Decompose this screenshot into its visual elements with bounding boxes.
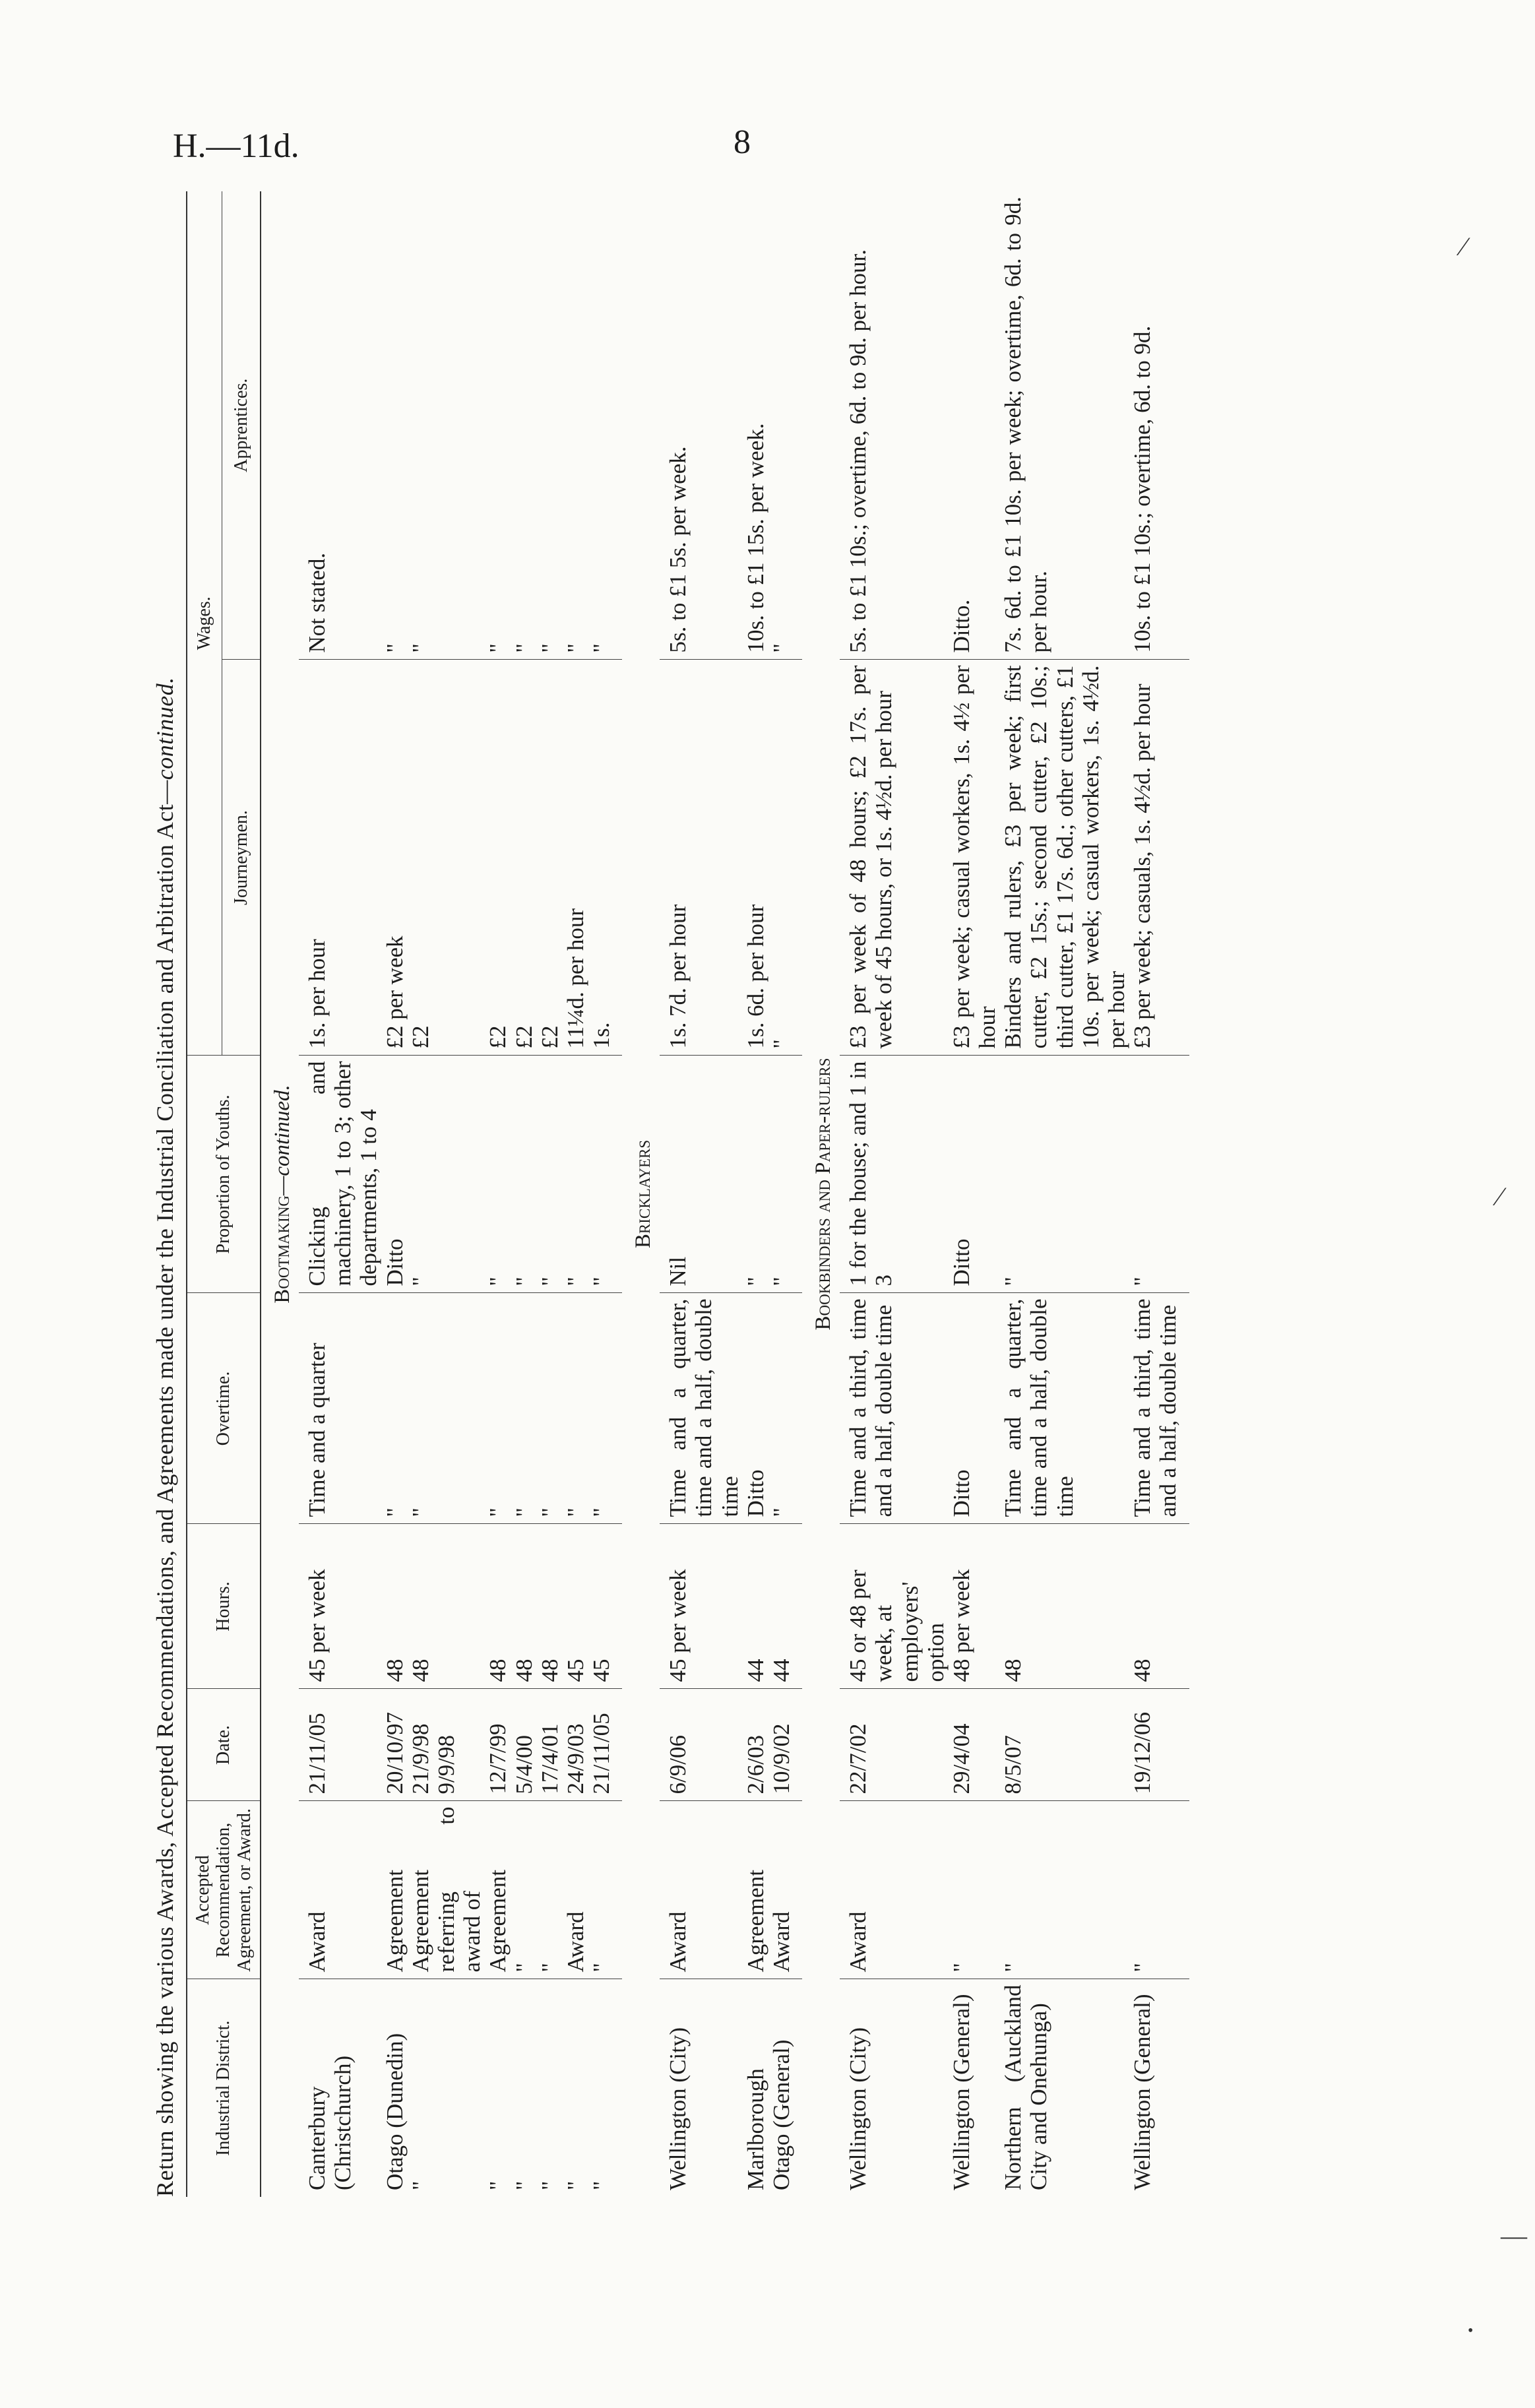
cell-apprentices: " xyxy=(382,191,408,660)
cell-overtime: Time and a quarter, time and a half, double time xyxy=(660,1293,743,1524)
section-heading xyxy=(802,191,840,2197)
cell-youths: Clicking and machinery, 1 to 3; other departments, 1 to 4 xyxy=(299,1056,382,1293)
cell-overtime: " xyxy=(588,1293,622,1524)
scan-mark: ⁄ xyxy=(1497,1182,1502,1211)
table-row xyxy=(485,191,511,2197)
cell-date: 6/9/06 xyxy=(660,1689,743,1801)
table-row xyxy=(1129,191,1189,2197)
cell-overtime: " xyxy=(408,1293,486,1524)
cell-date: 20/10/97 xyxy=(382,1689,408,1801)
table-body xyxy=(261,191,1189,2197)
cell-accepted: Agreement xyxy=(485,1801,511,1979)
cell-apprentices: " xyxy=(588,191,622,660)
table-row xyxy=(563,191,588,2197)
cell-date: 10/9/02 xyxy=(768,1689,802,1801)
cell-apprentices: Not stated. xyxy=(299,191,382,660)
cell-youths: " xyxy=(588,1056,622,1293)
cell-youths: " xyxy=(485,1056,511,1293)
cell-youths: Nil xyxy=(660,1056,743,1293)
cell-hours: 48 per week xyxy=(949,1524,1000,1689)
cell-hours: 48 xyxy=(1129,1524,1189,1689)
cell-hours: 45 xyxy=(588,1524,622,1689)
return-title-continued: continued. xyxy=(152,677,178,780)
section-heading-row xyxy=(261,191,299,2197)
cell-hours: 48 xyxy=(511,1524,537,1689)
cell-journeymen: 1s. 7d. per hour xyxy=(660,660,743,1056)
cell-apprentices: 5s. to £1 5s. per week. xyxy=(660,191,743,660)
cell-overtime: " xyxy=(537,1293,563,1524)
header-apprentices: Apprentices. xyxy=(222,191,261,660)
cell-journeymen: £2 xyxy=(537,660,563,1056)
cell-accepted: Award xyxy=(768,1801,802,1979)
cell-apprentices: 7s. 6d. to £1 10s. per week; overtime, 6d. to 9d. per hour. xyxy=(1000,191,1129,660)
cell-youths: " xyxy=(1129,1056,1189,1293)
header-hours: Hours. xyxy=(187,1524,261,1689)
cell-overtime: Time and a quarter xyxy=(299,1293,382,1524)
cell-date: 29/4/04 xyxy=(949,1689,1000,1801)
cell-hours: 48 xyxy=(1000,1524,1129,1689)
cell-accepted: Award xyxy=(563,1801,588,1979)
cell-journeymen: £2 xyxy=(408,660,486,1056)
cell-hours: 45 per week xyxy=(299,1524,382,1689)
cell-date: 21/11/05 xyxy=(299,1689,382,1801)
cell-district: " xyxy=(562,2180,588,2190)
cell-date: 21/9/98 9/9/98 xyxy=(408,1689,486,1801)
cell-journeymen: £3 per week of 48 hours; £2 17s. per week of 45 hours, or 1s. 4½d. per hour xyxy=(840,660,949,1056)
header-accepted: Accepted Recommendation, Agreement, or Award. xyxy=(187,1801,261,1979)
section-heading-row xyxy=(622,191,660,2197)
cell-apprentices: 10s. to £1 10s.; overtime, 6d. to 9d. xyxy=(1129,191,1189,660)
scan-mark: • xyxy=(1468,2322,1474,2339)
cell-district: Wellington (City) xyxy=(665,2027,691,2190)
awards-table xyxy=(186,191,1189,2197)
cell-overtime: Ditto xyxy=(949,1293,1000,1524)
cell-hours: 48 xyxy=(382,1524,408,1689)
cell-journeymen: 1s. xyxy=(588,660,622,1056)
cell-youths: " xyxy=(743,1056,768,1293)
cell-journeymen: £2 xyxy=(511,660,537,1056)
cell-overtime: " xyxy=(563,1293,588,1524)
cell-district: " xyxy=(407,2180,433,2190)
cell-date: 21/11/05 xyxy=(588,1689,622,1801)
cell-journeymen: £3 per week; casuals, 1s. 4½d. per hour xyxy=(1129,660,1189,1056)
cell-hours: 44 xyxy=(768,1524,802,1689)
cell-journeymen: " xyxy=(768,660,802,1056)
cell-accepted: Agreement xyxy=(382,1801,408,1979)
cell-district: Wellington (City) xyxy=(845,2027,871,2190)
cell-accepted: " xyxy=(949,1801,1000,1979)
table-row xyxy=(768,191,802,2197)
cell-overtime: " xyxy=(485,1293,511,1524)
cell-youths: Ditto xyxy=(949,1056,1000,1293)
cell-accepted: Award xyxy=(840,1801,949,1979)
cell-journeymen: £2 xyxy=(485,660,511,1056)
cell-accepted: " xyxy=(511,1801,537,1979)
cell-date: 8/5/07 xyxy=(1000,1689,1129,1801)
table-row xyxy=(588,191,622,2197)
cell-apprentices: 10s. to £1 15s. per week. xyxy=(743,191,768,660)
cell-date: 2/6/03 xyxy=(743,1689,768,1801)
cell-apprentices: " xyxy=(563,191,588,660)
cell-journeymen: 1s. 6d. per hour xyxy=(743,660,768,1056)
cell-accepted: Agreement referring to award of xyxy=(408,1801,486,1979)
cell-date: 24/9/03 xyxy=(563,1689,588,1801)
cell-accepted: Award xyxy=(299,1801,382,1979)
scan-mark: ⁄ xyxy=(1461,232,1466,261)
cell-district: Wellington (General) xyxy=(948,1994,974,2190)
table-row xyxy=(382,191,408,2197)
cell-date: 5/4/00 xyxy=(511,1689,537,1801)
cell-hours: 44 xyxy=(743,1524,768,1689)
header-youths: Proportion of Youths. xyxy=(187,1056,261,1293)
cell-date: 17/4/01 xyxy=(537,1689,563,1801)
cell-youths: " xyxy=(768,1056,802,1293)
cell-district: Otago (General) xyxy=(768,2039,794,2190)
section-heading-row xyxy=(802,191,840,2197)
header-wages: Wages. xyxy=(187,191,222,1056)
cell-accepted: " xyxy=(588,1801,622,1979)
scan-mark: — xyxy=(1501,2221,1527,2250)
cell-overtime: Time and a quarter, time and a half, double time xyxy=(1000,1293,1129,1524)
cell-youths: " xyxy=(408,1056,486,1293)
header-overtime: Overtime. xyxy=(187,1293,261,1524)
cell-youths: Ditto xyxy=(382,1056,408,1293)
cell-district: Wellington (General) xyxy=(1129,1994,1156,2190)
table-row xyxy=(949,191,1000,2197)
cell-journeymen: £3 per week; casual workers, 1s. 4½ per hour xyxy=(949,660,1000,1056)
cell-district: " xyxy=(485,2180,511,2190)
table-row xyxy=(840,191,949,2197)
header-district: Industrial District. xyxy=(187,1979,261,2197)
cell-accepted: " xyxy=(1129,1801,1189,1979)
cell-date: 19/12/06 xyxy=(1129,1689,1189,1801)
table-row xyxy=(660,191,743,2197)
cell-youths: " xyxy=(537,1056,563,1293)
page-identifier: H.—11d. xyxy=(173,127,299,165)
cell-apprentices: " xyxy=(537,191,563,660)
cell-accepted: Award xyxy=(660,1801,743,1979)
section-heading xyxy=(622,191,660,2197)
section-title: Bootmaking xyxy=(270,1195,295,1304)
table-row xyxy=(408,191,486,2197)
cell-district: Northern (Auckland City and Onehunga) xyxy=(1000,1984,1052,2190)
cell-accepted: " xyxy=(1000,1801,1129,1979)
section-title: Bookbinders and Paper-rulers xyxy=(811,1058,836,1331)
cell-youths: 1 for the house; and 1 in 3 xyxy=(840,1056,949,1293)
cell-hours: 45 or 48 per week, at employers' option xyxy=(840,1524,949,1689)
cell-overtime: " xyxy=(768,1293,802,1524)
cell-hours: 48 xyxy=(537,1524,563,1689)
cell-overtime: Time and a third, time and a half, double time xyxy=(840,1293,949,1524)
section-heading xyxy=(261,191,299,2197)
table-row xyxy=(743,191,768,2197)
cell-overtime: " xyxy=(382,1293,408,1524)
cell-apprentices: " xyxy=(511,191,537,660)
cell-apprentices: 5s. to £1 10s.; overtime, 6d. to 9d. per hour. xyxy=(840,191,949,660)
cell-journeymen: 11¼d. per hour xyxy=(563,660,588,1056)
cell-district: " xyxy=(511,2180,537,2190)
cell-hours: 48 xyxy=(408,1524,486,1689)
cell-date: 22/7/02 xyxy=(840,1689,949,1801)
cell-district: Marlborough xyxy=(742,2068,768,2190)
cell-hours: 45 per week xyxy=(660,1524,743,1689)
cell-hours: 45 xyxy=(563,1524,588,1689)
table-row xyxy=(1000,191,1129,2197)
cell-accepted: Agreement xyxy=(743,1801,768,1979)
cell-youths: " xyxy=(563,1056,588,1293)
section-continued: —continued. xyxy=(270,1085,295,1195)
cell-journeymen: 1s. per hour xyxy=(299,660,382,1056)
table-row xyxy=(537,191,563,2197)
header-journeymen: Journeymen. xyxy=(222,660,261,1056)
cell-apprentices: " xyxy=(408,191,486,660)
cell-overtime: Ditto xyxy=(743,1293,768,1524)
section-title: Bricklayers xyxy=(631,1139,656,1249)
table-row xyxy=(511,191,537,2197)
table-header xyxy=(187,191,261,2197)
rotated-table-block xyxy=(152,191,1332,2197)
page-number: 8 xyxy=(734,123,751,161)
cell-overtime: Time and a third, time and a half, double time xyxy=(1129,1293,1189,1524)
cell-date: 12/7/99 xyxy=(485,1689,511,1801)
cell-apprentices: " xyxy=(485,191,511,660)
cell-journeymen: £2 per week xyxy=(382,660,408,1056)
cell-hours: 48 xyxy=(485,1524,511,1689)
cell-overtime: " xyxy=(511,1293,537,1524)
cell-district: " xyxy=(588,2180,615,2190)
cell-district: " xyxy=(536,2180,563,2190)
table-row xyxy=(299,191,382,2197)
header-date: Date. xyxy=(187,1689,261,1801)
cell-apprentices: " xyxy=(768,191,802,660)
return-title xyxy=(152,191,186,2197)
cell-journeymen: Binders and rulers, £3 per week; first cutter, £2 15s.; second cutter, £2 10s.; third cutter, £1 17s. 6d.; other cutters, £1 10s. per week; casual workers, 1s. 4½d. per hour xyxy=(1000,660,1129,1056)
cell-apprentices: Ditto. xyxy=(949,191,1000,660)
cell-accepted: " xyxy=(537,1801,563,1979)
cell-youths: " xyxy=(1000,1056,1129,1293)
cell-district: Canterbury (Christchurch) xyxy=(304,2055,356,2190)
cell-youths: " xyxy=(511,1056,537,1293)
cell-district: Otago (Dunedin) xyxy=(381,2033,408,2190)
return-title-text: Return showing the various Awards, Accepted Recommendations, and Agreements made under the Industrial Conciliation and Arbitration Act— xyxy=(152,780,178,2197)
